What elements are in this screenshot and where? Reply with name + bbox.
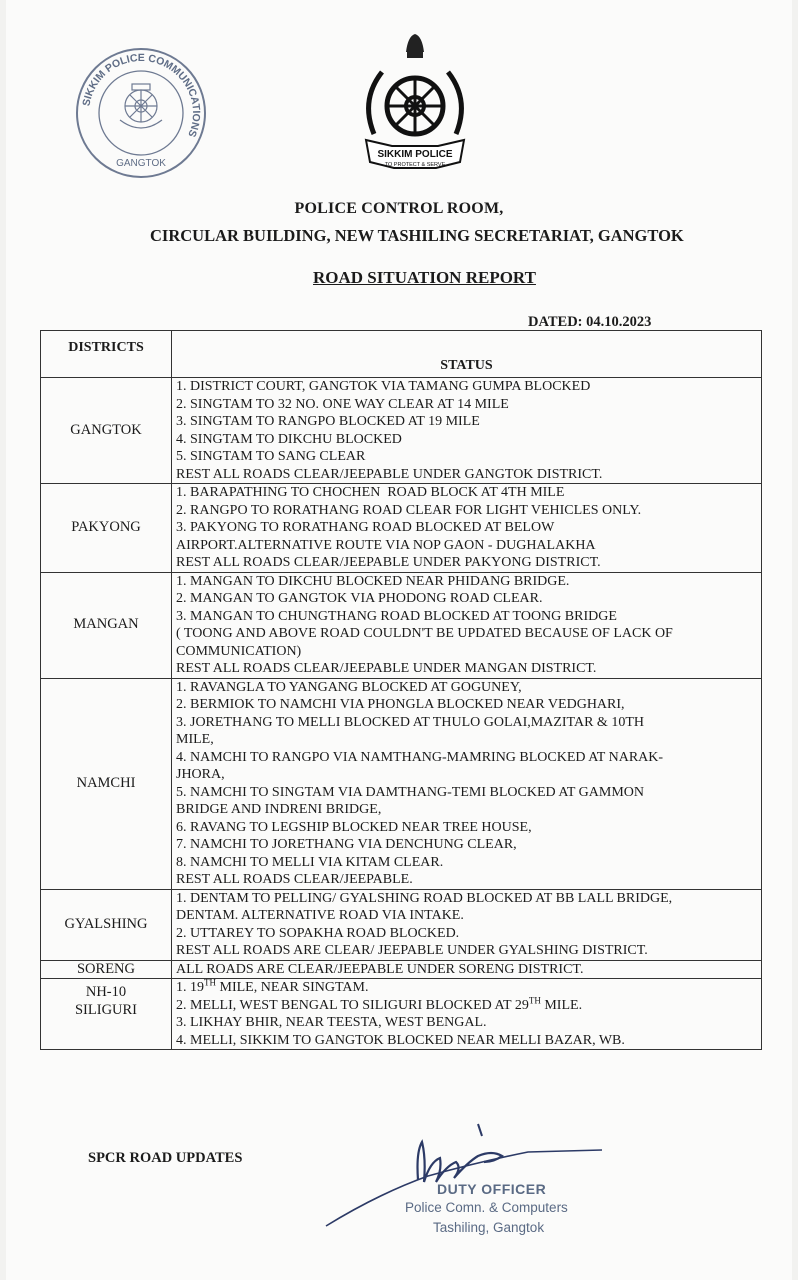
district-name-line-1: NH-10 <box>85 984 127 1000</box>
status-line: ( TOONG AND ABOVE ROAD COULDN'T BE UPDATED BECAUSE OF LACK OF <box>176 626 673 641</box>
header-line-1: POLICE CONTROL ROOM, <box>294 200 504 217</box>
status-line: 5. NAMCHI TO SINGTAM VIA DAMTHANG-TEMI BLOCKED AT GAMMON <box>176 784 645 800</box>
status-line: REST ALL ROADS CLEAR/JEEPABLE. <box>176 872 413 887</box>
status-line: 1. MANGAN TO DIKCHU BLOCKED NEAR PHIDANG BRIDGE. <box>176 573 570 589</box>
report-date: DATED: 04.10.2023 <box>528 314 652 330</box>
district-cell <box>41 979 172 1050</box>
status-line: 4. MELLI, SIKKIM TO GANGTOK BLOCKED NEAR MELLI BAZAR, WB. <box>176 1032 625 1048</box>
status-line: 8. NAMCHI TO MELLI VIA KITAM CLEAR. <box>176 854 444 870</box>
stamp-ring-text: SIKKIM POLICE COMMUNICATIONS <box>80 51 203 139</box>
stamp-line-2: Police Comn. & Computers <box>405 1200 568 1215</box>
status-line: 2. MELLI, WEST BENGAL TO SILIGURI BLOCKED AT 29TH MILE. <box>176 994 583 1013</box>
stamp-emblem-icon <box>120 84 162 128</box>
lion-capital-icon <box>406 34 424 58</box>
stamp-line-3: Tashiling, Gangtok <box>433 1220 545 1235</box>
header-line-2: CIRCULAR BUILDING, NEW TASHILING SECRETARIAT, GANGTOK <box>150 226 684 245</box>
table-row <box>41 378 762 484</box>
district-cell: GANGTOK <box>41 378 172 484</box>
status-line: REST ALL ROADS ARE CLEAR/ JEEPABLE UNDER GYALSHING DISTRICT. <box>176 943 648 958</box>
spcr-road-updates: SPCR ROAD UPDATES <box>88 1150 243 1166</box>
status-line: JHORA, <box>176 767 225 782</box>
table-row <box>41 572 762 678</box>
table-row <box>41 979 762 1050</box>
district-name-line-2: SILIGURI <box>74 1002 138 1018</box>
district-cell: SORENG <box>41 960 172 979</box>
table-header-row <box>41 331 762 378</box>
status-line: ALL ROADS ARE CLEAR/JEEPABLE UNDER SORENG DISTRICT. <box>176 961 584 977</box>
column-header-status: STATUS <box>172 331 762 378</box>
status-line: 5. SINGTAM TO SANG CLEAR <box>176 449 366 464</box>
status-line: 2. UTTAREY TO SOPAKHA ROAD BLOCKED. <box>176 925 460 941</box>
sikkim-police-emblem <box>352 30 478 178</box>
status-line: COMMUNICATION) <box>176 643 302 659</box>
status-cell <box>172 572 762 678</box>
dharma-wheel-icon <box>369 72 462 134</box>
status-cell <box>172 979 762 1050</box>
status-line: 1. DISTRICT COURT, GANGTOK VIA TAMANG GUMPA BLOCKED <box>176 379 591 394</box>
status-line: 3. LIKHAY BHIR, NEAR TEESTA, WEST BENGAL. <box>176 1015 487 1030</box>
district-cell: PAKYONG <box>41 484 172 573</box>
status-line: 3. PAKYONG TO RORATHANG ROAD BLOCKED AT BELOW <box>176 520 555 535</box>
status-cell <box>172 889 762 960</box>
status-line: MILE, <box>176 732 214 747</box>
status-line: REST ALL ROADS CLEAR/JEEPABLE UNDER MANGAN DISTRICT. <box>176 661 597 676</box>
table-row <box>41 484 762 573</box>
status-line: DENTAM. ALTERNATIVE ROAD VIA INTAKE. <box>176 908 464 923</box>
district-cell: MANGAN <box>41 572 172 678</box>
status-line: 4. SINGTAM TO DIKCHU BLOCKED <box>176 431 402 447</box>
emblem-banner: SIKKIM POLICE <box>377 149 453 160</box>
status-cell <box>172 484 762 573</box>
status-cell <box>172 378 762 484</box>
status-line: 6. RAVANG TO LEGSHIP BLOCKED NEAR TREE HOUSE, <box>176 819 532 835</box>
status-line: 2. MANGAN TO GANGTOK VIA PHODONG ROAD CLEAR. <box>176 591 543 606</box>
status-line: 1. 19TH MILE, NEAR SINGTAM. <box>176 977 369 995</box>
status-line: 1. BARAPATHING TO CHOCHEN ROAD BLOCK AT 4TH MILE <box>176 485 565 500</box>
status-cell <box>172 960 762 979</box>
table-row <box>41 678 762 889</box>
stamp-city: GANGTOK <box>116 158 166 169</box>
status-line: 1. RAVANGLA TO YANGANG BLOCKED AT GOGUNEY, <box>176 679 522 695</box>
district-cell: NAMCHI <box>41 678 172 889</box>
communications-stamp <box>72 44 210 182</box>
status-line: 3. MANGAN TO CHUNGTHANG ROAD BLOCKED AT TOONG BRIDGE <box>176 608 617 624</box>
status-line: AIRPORT.ALTERNATIVE ROUTE VIA NOP GAON - DUGHALAKHA <box>176 537 596 553</box>
road-status-table <box>40 330 762 1050</box>
district-cell: GYALSHING <box>41 889 172 960</box>
status-line: 3. SINGTAM TO RANGPO BLOCKED AT 19 MILE <box>176 414 480 429</box>
status-line: 1. DENTAM TO PELLING/ GYALSHING ROAD BLOCKED AT BB LALL BRIDGE, <box>176 890 673 906</box>
status-line: 7. NAMCHI TO JORETHANG VIA DENCHUNG CLEAR, <box>176 837 517 852</box>
table-row <box>41 960 762 979</box>
status-line: 2. BERMIOK TO NAMCHI VIA PHONGLA BLOCKED NEAR VEDGHARI, <box>176 697 625 712</box>
status-cell <box>172 678 762 889</box>
report-title: ROAD SITUATION REPORT <box>313 268 536 287</box>
table-row <box>41 889 762 960</box>
column-header-districts: DISTRICTS <box>41 331 172 378</box>
emblem-motto: TO PROTECT & SERVE <box>384 162 446 168</box>
status-line: REST ALL ROADS CLEAR/JEEPABLE UNDER GANGTOK DISTRICT. <box>176 466 603 482</box>
status-line: 2. RANGPO TO RORATHANG ROAD CLEAR FOR LIGHT VEHICLES ONLY. <box>176 502 642 518</box>
status-line: 3. JORETHANG TO MELLI BLOCKED AT THULO GOLAI,MAZITAR & 10TH <box>176 714 644 730</box>
status-line: BRIDGE AND INDRENI BRIDGE, <box>176 802 382 817</box>
status-line: 2. SINGTAM TO 32 NO. ONE WAY CLEAR AT 14 MILE <box>176 396 509 412</box>
duty-officer-stamp: DUTY OFFICER <box>437 1181 547 1197</box>
status-line: 4. NAMCHI TO RANGPO VIA NAMTHANG-MAMRING BLOCKED AT NARAK- <box>176 749 664 765</box>
status-line: REST ALL ROADS CLEAR/JEEPABLE UNDER PAKYONG DISTRICT. <box>176 555 601 570</box>
